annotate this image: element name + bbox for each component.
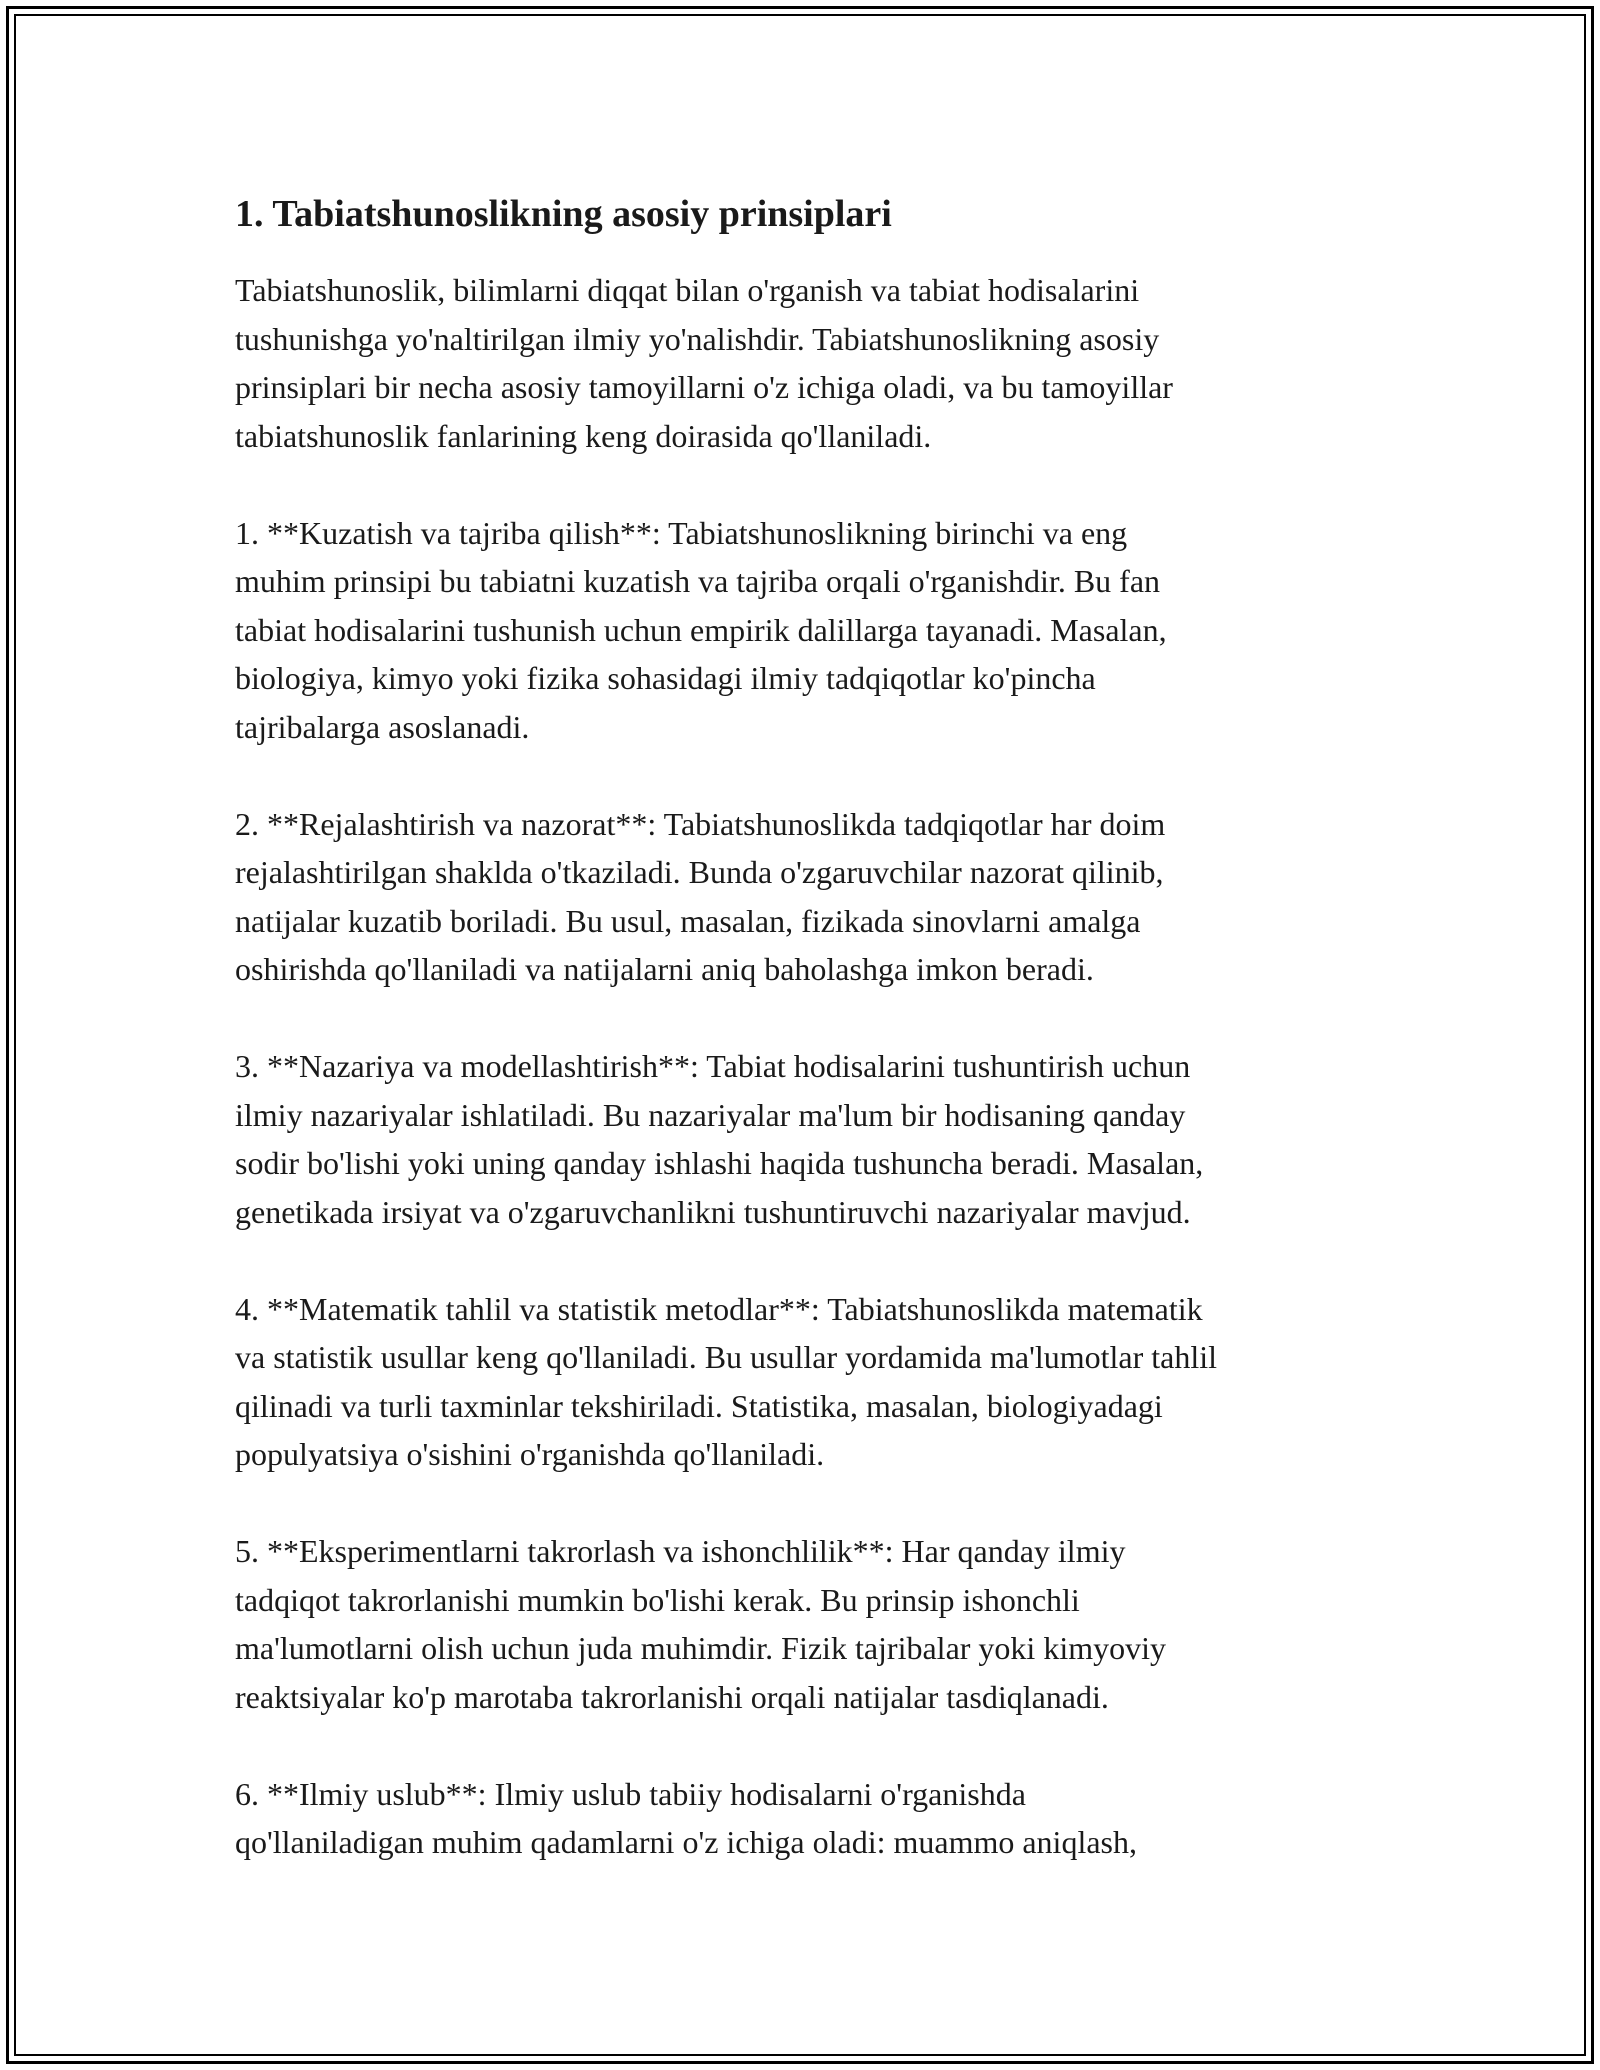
- principle-paragraph: [235, 1527, 1375, 1721]
- paragraph-line: ilmiy nazariyalar ishlatiladi. Bu nazariyalar ma'lum bir hodisaning qanday: [235, 1096, 1186, 1133]
- principle-paragraph: [235, 1042, 1375, 1236]
- paragraph-line: ma'lumotlarni olish uchun juda muhimdir. Fizik tajribalar yoki kimyoviy: [235, 1630, 1166, 1666]
- paragraph-line: genetikada irsiyat va o'zgaruvchanlikni tushuntiruvchi nazariyalar mavjud.: [235, 1193, 1191, 1230]
- paragraph-line: 3. **Nazariya va modellashtirish**: Tabiat hodisalarini tushuntirish uchun: [235, 1048, 1191, 1084]
- paragraph-line: 2. **Rejalashtirish va nazorat**: Tabiatshunoslikda tadqiqotlar har doim: [235, 805, 1166, 842]
- principle-paragraph: [235, 800, 1375, 994]
- paragraph-line: biologiya, kimyo yoki fizika sohasidagi ilmiy tadqiqotlar ko'pincha: [235, 660, 1096, 696]
- principle-paragraph: [235, 1770, 1375, 1867]
- paragraph-line: natijalar kuzatib boriladi. Bu usul, masalan, fizikada sinovlarni amalga: [235, 902, 1141, 939]
- paragraph-line: tabiatshunoslik fanlarining keng doirasida qo'llaniladi.: [235, 417, 932, 454]
- principle-paragraph: [235, 1285, 1375, 1479]
- paragraph-line: 4. **Matematik tahlil va statistik metodlar**: Tabiatshunoslikda matematik: [235, 1290, 1203, 1327]
- paragraph-line: reaktsiyalar ko'p marotaba takrorlanishi orqali natijalar tasdiqlanadi.: [235, 1678, 1109, 1715]
- paragraph-line: tadqiqot takrorlanishi mumkin bo'lishi kerak. Bu prinsip ishonchli: [235, 1581, 1080, 1618]
- paragraph-line: 1. **Kuzatish va tajriba qilish**: Tabiatshunoslikning birinchi va eng: [235, 514, 1128, 551]
- paragraph-line: tushunishga yo'naltirilgan ilmiy yo'nalishdir. Tabiatshunoslikning asosiy: [235, 320, 1160, 357]
- document-body: [235, 190, 1375, 1867]
- principle-paragraph: [235, 509, 1375, 752]
- paragraph-line: 6. **Ilmiy uslub**: Ilmiy uslub tabiiy hodisalarni o'rganishda: [235, 1775, 1026, 1812]
- paragraph-line: qo'llaniladigan muhim qadamlarni o'z ichiga oladi: muammo aniqlash,: [235, 1824, 1137, 1860]
- paragraph-list: [235, 266, 1375, 1867]
- intro-paragraph: [235, 266, 1375, 460]
- paragraph-line: 5. **Eksperimentlarni takrorlash va ishonchlilik**: Har qanday ilmiy: [235, 1533, 1126, 1569]
- paragraph-line: prinsiplari bir necha asosiy tamoyillarni o'z ichiga oladi, va bu tamoyillar: [235, 369, 1173, 405]
- paragraph-line: va statistik usullar keng qo'llaniladi. Bu usullar yordamida ma'lumotlar tahlil: [235, 1339, 1218, 1375]
- paragraph-line: Tabiatshunoslik, bilimlarni diqqat bilan o'rganish va tabiat hodisalarini: [235, 272, 1140, 308]
- paragraph-line: tabiat hodisalarini tushunish uchun empirik dalillarga tayanadi. Masalan,: [235, 611, 1167, 648]
- section-heading: 1. Tabiatshunoslikning asosiy prinsiplari: [235, 193, 892, 235]
- paragraph-line: qilinadi va turli taxminlar tekshiriladi. Statistika, masalan, biologiyadagi: [235, 1387, 1163, 1424]
- paragraph-line: oshirishda qo'llaniladi va natijalarni aniq baholashga imkon beradi.: [235, 951, 1094, 987]
- paragraph-line: muhim prinsipi bu tabiatni kuzatish va tajriba orqali o'rganishdir. Bu fan: [235, 563, 1161, 599]
- paragraph-line: rejalashtirilgan shaklda o'tkaziladi. Bunda o'zgaruvchilar nazorat qilinib,: [235, 854, 1164, 890]
- paragraph-line: populyatsiya o'sishini o'rganishda qo'llaniladi.: [235, 1436, 825, 1472]
- paragraph-line: sodir bo'lishi yoki uning qanday ishlashi haqida tushuncha beradi. Masalan,: [235, 1145, 1204, 1181]
- paragraph-line: tajribalarga asoslanadi.: [235, 708, 530, 745]
